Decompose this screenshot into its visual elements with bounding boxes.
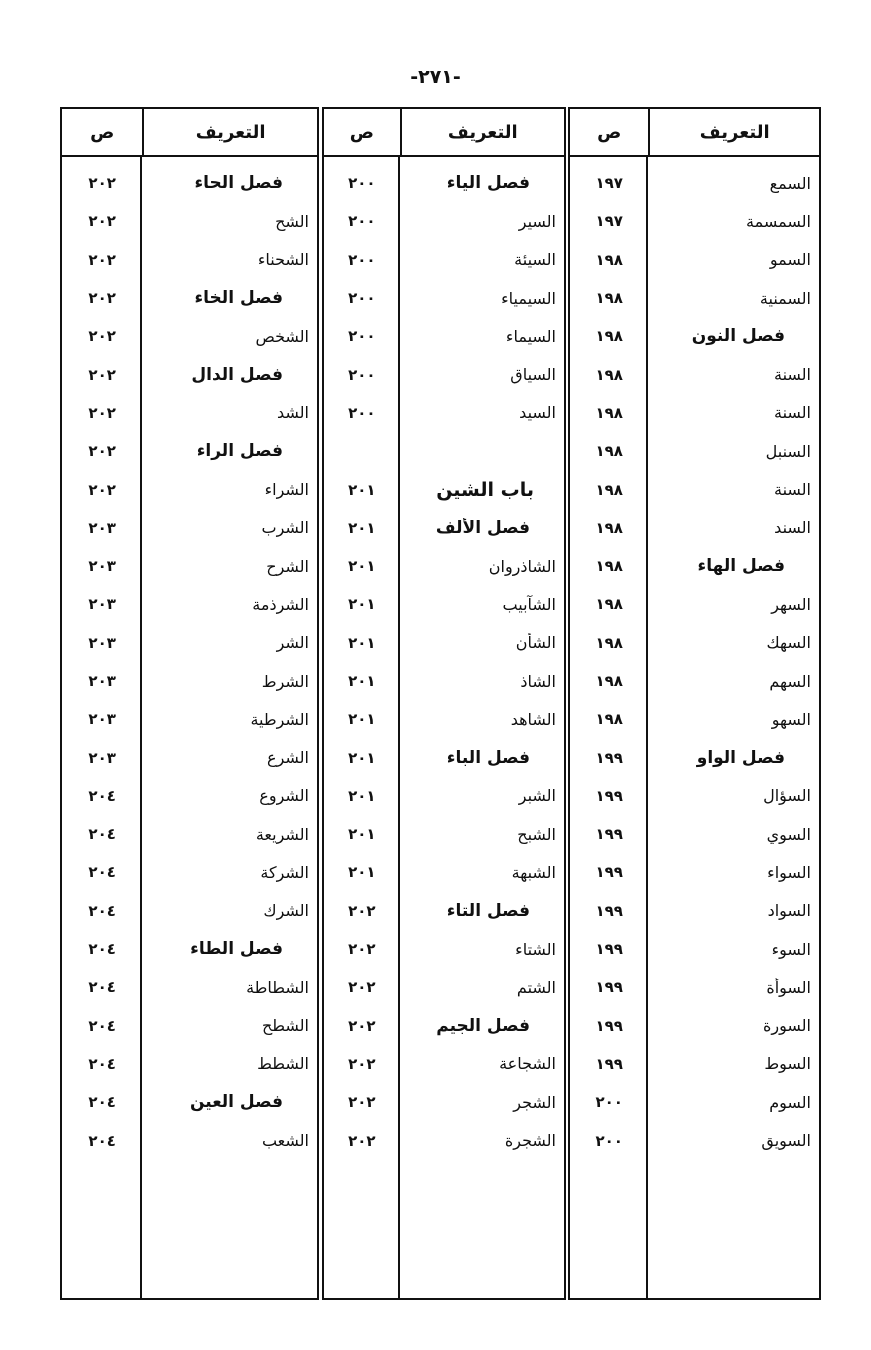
index-row — [570, 738, 819, 776]
page-cell: ٢٠١ — [348, 786, 376, 805]
page-cell: ٢٠٠ — [348, 289, 376, 308]
index-row — [62, 355, 317, 393]
page-cell: ٢٠٣ — [88, 518, 116, 537]
index-row — [324, 738, 564, 776]
term-cell: السيماء — [505, 326, 556, 346]
term-cell: السير — [518, 211, 556, 231]
index-row — [324, 930, 564, 968]
index-row — [62, 509, 317, 547]
index-row — [62, 279, 317, 317]
index-row — [324, 202, 564, 240]
term-cell: الشرطية — [250, 709, 309, 729]
term-cell: السنة — [774, 480, 811, 500]
section-heading: فصل الجيم — [436, 1015, 530, 1036]
term-cell: السمع — [769, 173, 811, 193]
index-row — [62, 777, 317, 815]
page-cell: ١٩٨ — [595, 365, 623, 384]
page-cell: ٢٠٢ — [88, 365, 116, 384]
column-header — [62, 109, 317, 157]
index-row — [62, 1083, 317, 1121]
section-heading: فصل الألف — [435, 517, 530, 538]
column-divider — [398, 157, 400, 1298]
term-cell: السوي — [766, 824, 811, 844]
index-row — [324, 355, 564, 393]
page-cell: ٢٠٠ — [348, 327, 376, 346]
term-cell: الشطاطة — [246, 977, 309, 997]
page-cell: ٢٠١ — [348, 748, 376, 767]
page-cell: ٢٠٤ — [88, 786, 116, 805]
chapter-heading: باب الشين — [436, 478, 534, 501]
term-cell: الشر — [276, 633, 309, 653]
page-cell: ٢٠٤ — [88, 1016, 116, 1035]
term-cell: السيمياء — [501, 288, 556, 308]
page-cell: ٢٠٠ — [348, 212, 376, 231]
index-row — [570, 355, 819, 393]
term-cell: الشطط — [257, 1054, 309, 1074]
index-row — [62, 585, 317, 623]
page-cell: ١٩٨ — [595, 710, 623, 729]
page-cell: ١٩٩ — [595, 786, 623, 805]
page-cell: ٢٠٠ — [348, 403, 376, 422]
index-row — [324, 700, 564, 738]
term-cell: السوم — [769, 1092, 811, 1112]
index-row — [62, 1121, 317, 1159]
index-row — [62, 815, 317, 853]
page-cell: ٢٠٢ — [348, 1093, 376, 1112]
page-cell: ٢٠٣ — [88, 557, 116, 576]
term-cell: السنبل — [765, 441, 811, 461]
index-row — [62, 241, 317, 279]
index-row — [324, 1007, 564, 1045]
term-cell: السنة — [774, 365, 811, 385]
page-cell: ٢٠١ — [348, 825, 376, 844]
term-cell: السيئة — [514, 250, 556, 270]
column-divider — [140, 157, 142, 1298]
term-cell: الشبر — [518, 786, 556, 806]
term-cell: السياق — [510, 365, 556, 385]
index-row — [62, 662, 317, 700]
page-cell: ١٩٩ — [595, 863, 623, 882]
term-cell: الشبح — [517, 824, 556, 844]
term-cell: الشاهد — [510, 709, 556, 729]
index-row — [324, 241, 564, 279]
page-cell: ١٩٨ — [595, 557, 623, 576]
page-cell: ٢٠٢ — [88, 403, 116, 422]
term-cell: السواء — [767, 862, 811, 882]
page-cell: ٢٠٢ — [88, 174, 116, 193]
index-row — [570, 930, 819, 968]
page-cell: ٢٠٤ — [88, 863, 116, 882]
index-row — [570, 662, 819, 700]
page-cell: ٢٠١ — [348, 557, 376, 576]
page-cell: ١٩٩ — [595, 1054, 623, 1073]
term-cell: الشروع — [259, 786, 309, 806]
index-row — [570, 815, 819, 853]
index-row — [324, 279, 564, 317]
page-cell: ٢٠٣ — [88, 595, 116, 614]
term-cell: الشجرة — [504, 1131, 556, 1151]
index-row — [62, 394, 317, 432]
header-term: التعريف — [400, 109, 564, 155]
index-row — [570, 547, 819, 585]
term-cell: الشح — [275, 211, 309, 231]
term-cell: الشعب — [261, 1131, 309, 1151]
header-page: ص — [597, 121, 622, 143]
section-heading: فصل الواو — [696, 747, 785, 768]
page-cell: ٢٠١ — [348, 710, 376, 729]
page-cell: ٢٠٢ — [88, 250, 116, 269]
page-cell: ١٩٨ — [595, 327, 623, 346]
index-row — [324, 164, 564, 202]
header-page: ص — [90, 121, 115, 143]
page-cell: ٢٠٣ — [88, 710, 116, 729]
index-row — [62, 624, 317, 662]
term-cell: السويق — [761, 1131, 811, 1151]
index-row — [324, 777, 564, 815]
index-row — [62, 930, 317, 968]
term-cell: الشركة — [260, 862, 309, 882]
term-cell: السند — [774, 518, 811, 538]
term-cell: الشرب — [261, 518, 309, 538]
term-cell: السورة — [763, 1016, 811, 1036]
index-column-right — [568, 107, 821, 1300]
page-cell: ١٩٨ — [595, 250, 623, 269]
index-row — [62, 1007, 317, 1045]
page-cell: ٢٠١ — [348, 863, 376, 882]
index-row — [570, 968, 819, 1006]
page-cell: ٢٠٤ — [88, 825, 116, 844]
page-cell: ١٩٩ — [595, 978, 623, 997]
term-cell: السهو — [771, 709, 811, 729]
section-heading: فصل الياء — [446, 173, 530, 194]
page-cell: ١٩٨ — [595, 403, 623, 422]
page-cell: ٢٠٢ — [348, 978, 376, 997]
term-cell: الشاذ — [520, 671, 556, 691]
section-heading: فصل الخاء — [194, 288, 283, 309]
term-cell: السوط — [764, 1054, 811, 1074]
term-cell: الشراء — [264, 480, 309, 500]
term-cell: الشرك — [263, 901, 309, 921]
term-cell: السنة — [774, 403, 811, 423]
term-cell: السهر — [771, 594, 811, 614]
index-row — [324, 432, 564, 470]
index-row — [62, 317, 317, 355]
page-cell: ٢٠٢ — [348, 1131, 376, 1150]
page-cell: ٢٠٠ — [348, 250, 376, 269]
page-cell: ١٩٨ — [595, 633, 623, 652]
page-cell: ١٩٩ — [595, 748, 623, 767]
page-cell: ١٩٩ — [595, 901, 623, 920]
index-row — [324, 394, 564, 432]
page-cell: ١٩٨ — [595, 289, 623, 308]
index-row — [570, 892, 819, 930]
index-row — [570, 317, 819, 355]
index-row — [62, 164, 317, 202]
term-cell: الشخص — [255, 326, 309, 346]
term-cell: الشرذمة — [252, 594, 309, 614]
column-header — [570, 109, 819, 157]
column-divider — [646, 157, 648, 1298]
index-row — [570, 700, 819, 738]
index-row — [324, 968, 564, 1006]
header-page: ص — [349, 121, 374, 143]
index-row — [324, 892, 564, 930]
page-cell: ١٩٩ — [595, 1016, 623, 1035]
index-column-middle — [322, 107, 566, 1300]
index-row — [570, 1121, 819, 1159]
index-row — [62, 738, 317, 776]
term-cell: السواد — [767, 901, 811, 921]
page-cell: ٢٠٢ — [88, 442, 116, 461]
page-cell: ٢٠٣ — [88, 633, 116, 652]
term-cell: الشتاء — [515, 939, 556, 959]
term-cell: السمو — [769, 250, 811, 270]
column-body — [324, 157, 564, 1298]
index-row — [62, 892, 317, 930]
rows — [62, 157, 317, 1160]
index-row — [570, 432, 819, 470]
page-cell: ٢٠٢ — [88, 212, 116, 231]
term-cell: السيد — [519, 403, 556, 423]
page-cell: ٢٠٢ — [88, 289, 116, 308]
index-row — [570, 241, 819, 279]
index-row — [570, 202, 819, 240]
page-cell: ٢٠٤ — [88, 1054, 116, 1073]
page-cell: ٢٠٤ — [88, 901, 116, 920]
column-body — [62, 157, 317, 1298]
term-cell: السمنية — [759, 288, 811, 308]
page-cell: ١٩٨ — [595, 518, 623, 537]
page-cell: ٢٠٤ — [88, 1093, 116, 1112]
term-cell: الشريعة — [255, 824, 309, 844]
index-row — [62, 853, 317, 891]
column-body — [570, 157, 819, 1298]
page-cell: ١٩٨ — [595, 480, 623, 499]
column-header — [324, 109, 564, 157]
term-cell: الشجاعة — [499, 1054, 556, 1074]
section-heading: فصل التاء — [446, 900, 530, 921]
section-heading: فصل الباء — [446, 747, 530, 768]
page-cell: ١٩٨ — [595, 672, 623, 690]
index-row — [324, 815, 564, 853]
page-cell: ٢٠٢ — [348, 940, 376, 959]
term-cell: الشاذروان — [488, 556, 556, 576]
term-cell: السوأة — [766, 977, 811, 997]
index-row — [570, 509, 819, 547]
page-cell: ١٩٨ — [595, 595, 623, 614]
term-cell: الشأن — [515, 633, 556, 653]
term-cell: السمسمة — [746, 211, 811, 231]
index-row — [62, 432, 317, 470]
page-cell: ٢٠٠ — [348, 174, 376, 193]
index-row — [570, 777, 819, 815]
page-cell: ٢٠١ — [348, 595, 376, 614]
index-row — [62, 700, 317, 738]
page-cell: ٢٠١ — [348, 633, 376, 652]
index-row — [324, 1045, 564, 1083]
page-cell: ١٩٧ — [595, 174, 623, 193]
page-cell: ٢٠٠ — [595, 1131, 623, 1150]
index-row — [62, 547, 317, 585]
header-term: التعريف — [648, 109, 819, 155]
index-row — [324, 470, 564, 508]
section-heading: فصل الطاء — [190, 939, 283, 960]
index-row — [570, 470, 819, 508]
index-row — [570, 624, 819, 662]
index-row — [62, 202, 317, 240]
index-row — [324, 317, 564, 355]
index-row — [570, 1045, 819, 1083]
page-cell: ١٩٩ — [595, 940, 623, 959]
page-cell: ٢٠٢ — [88, 480, 116, 499]
index-row — [62, 1045, 317, 1083]
term-cell: الشد — [277, 403, 309, 423]
page-cell: ٢٠٤ — [88, 978, 116, 997]
page-cell: ٢٠٢ — [348, 1016, 376, 1035]
index-row — [570, 853, 819, 891]
page-cell: ٢٠٤ — [88, 1131, 116, 1150]
index-row — [570, 394, 819, 432]
index-row — [324, 624, 564, 662]
section-heading: فصل الدال — [191, 364, 283, 385]
term-cell: الشطح — [261, 1016, 309, 1036]
page-cell: ٢٠٠ — [595, 1093, 623, 1112]
page-cell: ٢٠٣ — [88, 672, 116, 690]
page-cell: ٢٠١ — [348, 672, 376, 690]
index-row — [324, 1083, 564, 1121]
page-cell: ٢٠٣ — [88, 748, 116, 767]
term-cell: الشآبيب — [502, 594, 556, 614]
index-row — [570, 1007, 819, 1045]
term-cell: الشجر — [513, 1092, 556, 1112]
index-row — [570, 585, 819, 623]
header-term: التعريف — [142, 109, 317, 155]
page-cell: ٢٠٢ — [88, 327, 116, 346]
section-heading: فصل العين — [189, 1092, 283, 1113]
index-row — [324, 509, 564, 547]
term-cell: الشرح — [266, 556, 309, 576]
term-cell: السوء — [771, 939, 811, 959]
page-cell: ١٩٧ — [595, 212, 623, 231]
index-row — [62, 470, 317, 508]
page-cell: ٢٠٢ — [348, 901, 376, 920]
page-cell: ١٩٩ — [595, 825, 623, 844]
index-row — [324, 1121, 564, 1159]
term-cell: الشبهة — [511, 862, 556, 882]
term-cell: السهم — [769, 671, 811, 691]
index-row — [324, 853, 564, 891]
page-cell: ٢٠١ — [348, 518, 376, 537]
section-heading: فصل الهاء — [697, 556, 785, 577]
index-row — [324, 662, 564, 700]
section-heading: فصل الحاء — [194, 173, 283, 194]
rows — [570, 157, 819, 1160]
page-cell: ٢٠٢ — [348, 1054, 376, 1073]
index-row — [570, 1083, 819, 1121]
page-cell: ٢٠٤ — [88, 940, 116, 959]
term-cell: الشتم — [516, 977, 556, 997]
index-row — [570, 164, 819, 202]
index-row — [570, 279, 819, 317]
term-cell: الشحناء — [257, 250, 309, 270]
index-column-left — [60, 107, 319, 1300]
section-heading: فصل النون — [691, 326, 785, 347]
index-row — [324, 547, 564, 585]
rows — [324, 157, 564, 1160]
page-cell: ٢٠١ — [348, 480, 376, 499]
page-cell: ١٩٨ — [595, 442, 623, 461]
index-row — [62, 968, 317, 1006]
section-heading: فصل الراء — [196, 441, 283, 462]
page-cell: ٢٠٠ — [348, 365, 376, 384]
term-cell: السهك — [766, 633, 811, 653]
term-cell: الشرط — [261, 671, 309, 691]
term-cell: الشرع — [267, 748, 309, 768]
index-row — [324, 585, 564, 623]
term-cell: السؤال — [763, 786, 811, 806]
page-number: -٢٧١- — [410, 66, 461, 88]
